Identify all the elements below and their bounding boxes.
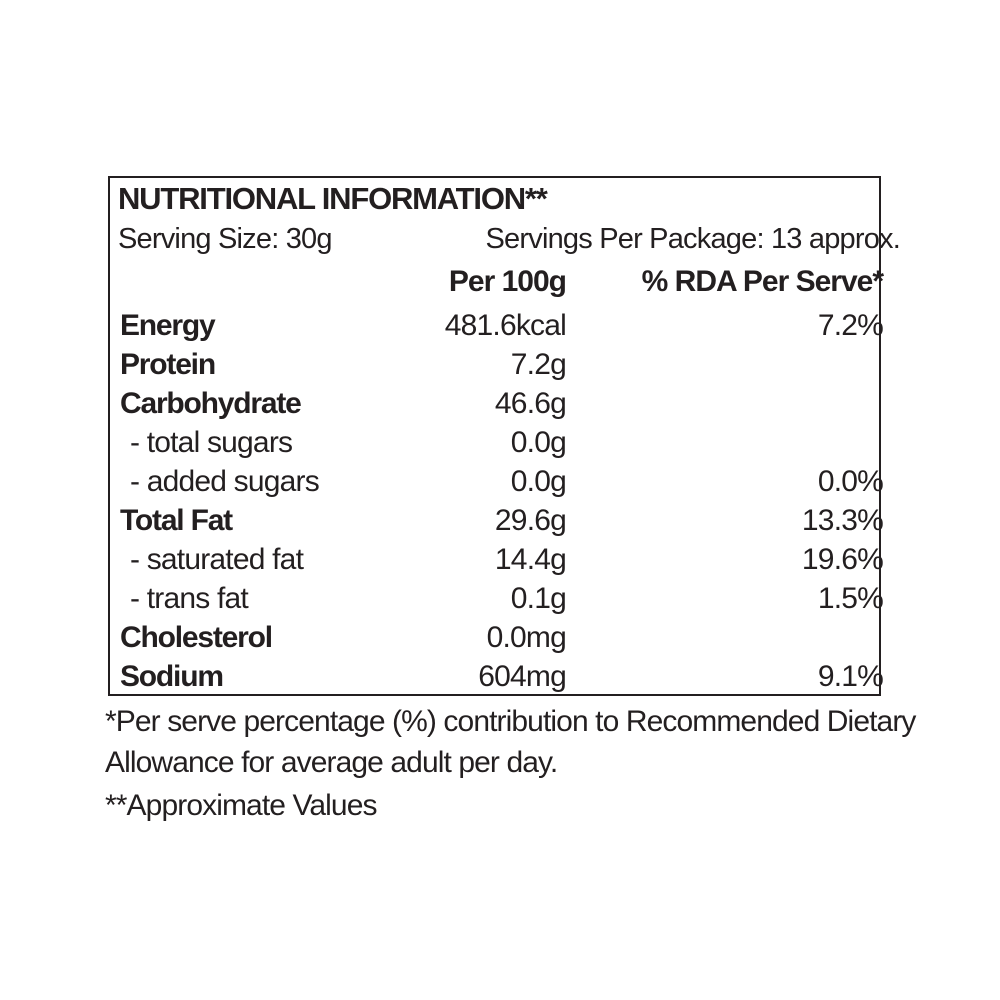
nutrient-rda: 1.5% [817, 582, 883, 615]
nutrient-name: - saturated fat [130, 543, 304, 576]
nutrient-row-total-fat [0, 501, 1000, 540]
nutrient-per-100g: 604mg [478, 660, 566, 693]
nutrient-row-carbohydrate [0, 384, 1000, 423]
nutrient-row-added-sugars [0, 462, 1000, 501]
nutrient-row-cholesterol [0, 618, 1000, 657]
footnote-approximate: **Approximate Values [105, 789, 377, 822]
nutrient-per-100g: 0.0g [510, 465, 566, 498]
nutrient-per-100g: 29.6g [494, 504, 566, 537]
footnote-rda-continued: Allowance for average adult per day. [105, 746, 558, 779]
nutrient-rows [0, 306, 1000, 696]
column-header-rda: % RDA Per Serve* [641, 265, 883, 298]
nutrient-name: Cholesterol [120, 621, 272, 654]
nutrient-name: Carbohydrate [120, 387, 301, 420]
nutrient-row-energy [0, 306, 1000, 345]
nutrient-per-100g: 46.6g [494, 387, 566, 420]
nutrient-name: Energy [120, 309, 215, 342]
nutrient-per-100g: 0.1g [510, 582, 566, 615]
serving-size: Serving Size: 30g [118, 223, 332, 255]
nutrient-name: Sodium [120, 660, 223, 693]
nutrient-rda: 0.0% [817, 465, 883, 498]
nutrient-name: - trans fat [130, 582, 248, 615]
nutrient-rda: 9.1% [817, 660, 883, 693]
nutrient-name: Protein [120, 348, 215, 381]
nutrient-per-100g: 14.4g [494, 543, 566, 576]
nutrient-name: Total Fat [120, 504, 232, 537]
panel-title: NUTRITIONAL INFORMATION** [118, 181, 547, 216]
nutrient-rda: 13.3% [801, 504, 883, 537]
nutrient-rda: 7.2% [817, 309, 883, 342]
nutrient-per-100g: 481.6kcal [444, 309, 566, 342]
nutrient-name: - added sugars [130, 465, 319, 498]
servings-per-package: Servings Per Package: 13 approx. [485, 223, 900, 255]
nutrient-row-protein [0, 345, 1000, 384]
nutrient-per-100g: 0.0g [510, 426, 566, 459]
nutrient-per-100g: 7.2g [510, 348, 566, 381]
footnote-rda: *Per serve percentage (%) contribution to Recommended Dietary [105, 705, 916, 738]
nutrient-row-total-sugars [0, 423, 1000, 462]
nutrient-row-saturated-fat [0, 540, 1000, 579]
column-header-per-100g: Per 100g [448, 265, 566, 298]
nutrient-name: - total sugars [130, 426, 293, 459]
nutrient-rda: 19.6% [801, 543, 883, 576]
nutrient-row-sodium [0, 657, 1000, 696]
nutrient-per-100g: 0.0mg [486, 621, 566, 654]
nutrient-row-trans-fat [0, 579, 1000, 618]
